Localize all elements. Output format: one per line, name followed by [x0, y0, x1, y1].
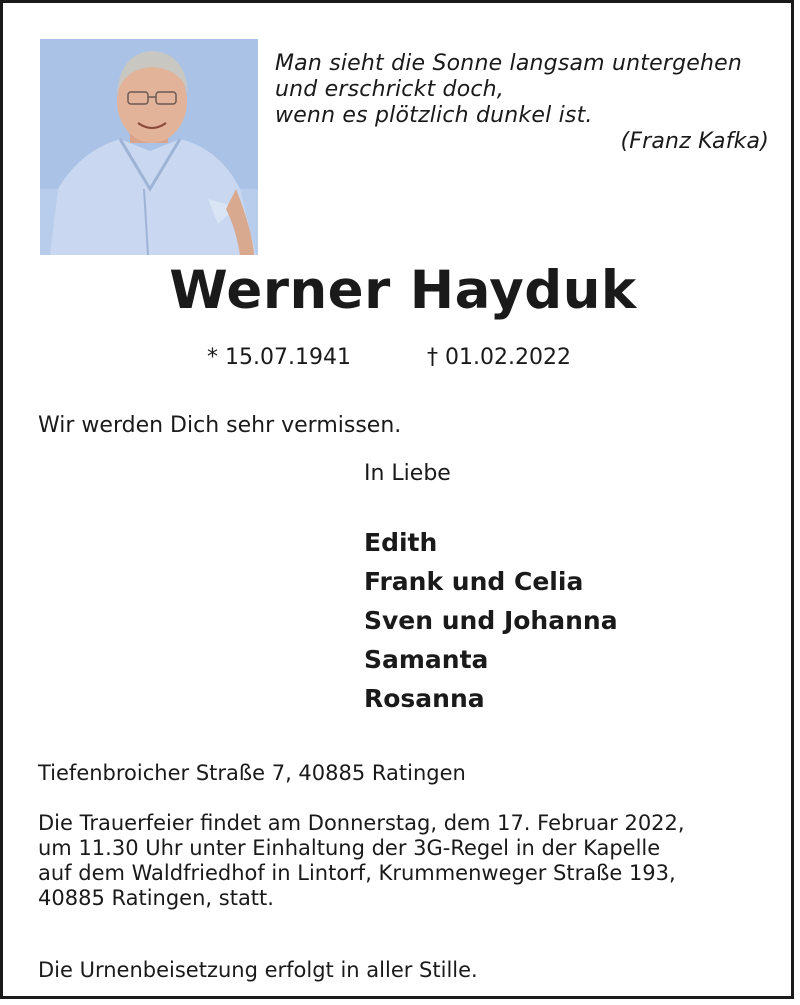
in-love-label: In Liebe: [364, 461, 451, 486]
deceased-name: Werner Hayduk: [169, 260, 637, 321]
quote-author: (Franz Kafka): [620, 129, 769, 154]
ceremony-details: [38, 811, 685, 911]
ceremony-line: auf dem Waldfriedhof in Lintorf, Krummenweger Straße 193,: [38, 861, 676, 885]
quote-line: und erschrickt doch,: [275, 77, 504, 102]
family-address: Tiefenbroicher Straße 7, 40885 Ratingen: [38, 761, 466, 785]
ceremony-line: 40885 Ratingen, statt.: [38, 886, 274, 910]
family-member: Samanta: [364, 645, 489, 674]
ceremony-line: Die Trauerfeier findet am Donnerstag, dem 17. Februar 2022,: [38, 811, 685, 835]
urn-burial-note: Die Urnenbeisetzung erfolgt in aller Stille.: [38, 958, 478, 982]
family-member: Rosanna: [364, 684, 485, 713]
portrait-photo: [40, 39, 258, 255]
kafka-quote: [275, 51, 769, 155]
farewell-line: Wir werden Dich sehr vermissen.: [38, 413, 402, 438]
ceremony-line: um 11.30 Uhr unter Einhaltung der 3G-Regel in der Kapelle: [38, 836, 661, 860]
family-list: [364, 523, 618, 718]
quote-line: Man sieht die Sonne langsam untergehen: [275, 51, 743, 76]
family-member: Sven und Johanna: [364, 606, 618, 635]
quote-line: wenn es plötzlich dunkel ist.: [275, 103, 593, 128]
death-date: † 01.02.2022: [427, 345, 571, 370]
birth-date: * 15.07.1941: [207, 345, 351, 370]
family-member: Frank und Celia: [364, 567, 584, 596]
family-member: Edith: [364, 528, 438, 557]
